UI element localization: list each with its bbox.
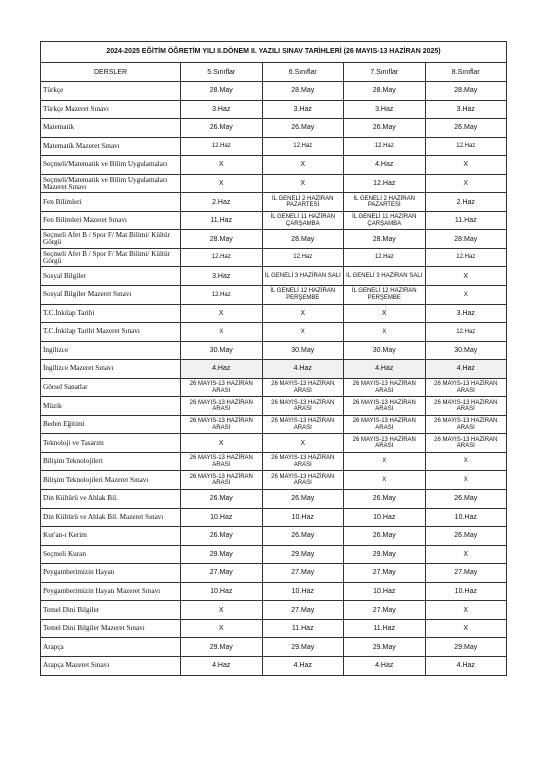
date-cell-grade-6: 29.May	[262, 545, 344, 564]
date-cell-grade-6: 28.May	[262, 230, 344, 249]
date-cell-grade-6: 26 MAYIS-13 HAZİRAN ARASI	[262, 415, 344, 434]
date-cell-grade-5: 26 MAYIS-13 HAZİRAN ARASI	[181, 452, 263, 471]
subject-cell: Türkçe	[41, 82, 181, 101]
date-cell-grade-8: 26 MAYIS-13 HAZİRAN ARASI	[425, 415, 507, 434]
date-cell-grade-6: 4.Haz	[262, 360, 344, 379]
date-cell-grade-5: 26.May	[181, 527, 263, 546]
subject-cell: İngilizce Mazeret Sınavı	[41, 360, 181, 379]
subject-cell: T.C.İnkilap Tarihi Mazeret Sınavı	[41, 323, 181, 342]
table-row	[41, 174, 507, 193]
date-cell-grade-8: 30.May	[425, 341, 507, 360]
date-cell-grade-8: X	[425, 156, 507, 175]
date-cell-grade-8: X	[425, 286, 507, 305]
date-cell-grade-6: 30.May	[262, 341, 344, 360]
date-cell-grade-7: 30.May	[344, 341, 426, 360]
subject-cell: Seçmeli Afet B / Spor F/ Mat Bilimi/ Kültür Görgü	[41, 230, 181, 249]
date-cell-grade-7: 4.Haz	[344, 656, 426, 675]
subject-cell: Kur'an-ı Kerim	[41, 527, 181, 546]
subject-cell: Bilişim Teknolojileri Mazeret Sınavı	[41, 471, 181, 490]
table-row	[41, 100, 507, 119]
table-row	[41, 378, 507, 397]
subject-cell: Türkçe Mazeret Sınavı	[41, 100, 181, 119]
date-cell-grade-5: 3.Haz	[181, 100, 263, 119]
subject-cell: Seçmeli/Matematik ve Bilim Uygulamaları	[41, 156, 181, 175]
date-cell-grade-5: 29.May	[181, 638, 263, 657]
date-cell-grade-5: 11.Haz	[181, 211, 263, 230]
date-cell-grade-8: 26.May	[425, 527, 507, 546]
date-cell-grade-8: X	[425, 471, 507, 490]
date-cell-grade-8: 29.May	[425, 638, 507, 657]
date-cell-grade-7: 26.May	[344, 119, 426, 138]
subject-cell: T.C.İnkilap Tarihi	[41, 304, 181, 323]
date-cell-grade-7: 12.Haz	[344, 137, 426, 156]
date-cell-grade-7: 4.Haz	[344, 360, 426, 379]
date-cell-grade-5: 26 MAYIS-13 HAZİRAN ARASI	[181, 397, 263, 416]
date-cell-grade-7: 10.Haz	[344, 508, 426, 527]
date-cell-grade-8: 4.Haz	[425, 656, 507, 675]
date-cell-grade-5: 3.Haz	[181, 267, 263, 286]
table-row	[41, 286, 507, 305]
subject-cell: Fen Bilimleri Mazeret Sınavı	[41, 211, 181, 230]
date-cell-grade-5: 26.May	[181, 119, 263, 138]
subject-cell: Arapça Mazeret Sınavı	[41, 656, 181, 675]
table-row	[41, 508, 507, 527]
subject-cell: Teknoloji ve Tasarım	[41, 434, 181, 453]
date-cell-grade-6: 27.May	[262, 564, 344, 583]
table-row	[41, 415, 507, 434]
table-row	[41, 119, 507, 138]
table-row	[41, 82, 507, 101]
table-row	[41, 267, 507, 286]
subject-cell: Bilişim Teknolojileri	[41, 452, 181, 471]
table-row	[41, 564, 507, 583]
date-cell-grade-8: X	[425, 174, 507, 193]
table-row	[41, 397, 507, 416]
table-row	[41, 582, 507, 601]
date-cell-grade-5: 28.May	[181, 230, 263, 249]
date-cell-grade-5: 26 MAYIS-13 HAZİRAN ARASI	[181, 415, 263, 434]
table-row	[41, 490, 507, 509]
table-row	[41, 619, 507, 638]
date-cell-grade-6: 4.Haz	[262, 656, 344, 675]
date-cell-grade-8: 3.Haz	[425, 100, 507, 119]
subject-cell: Beden Eğitimi	[41, 415, 181, 434]
table-row	[41, 545, 507, 564]
date-cell-grade-7: 26 MAYIS-13 HAZİRAN ARASI	[344, 434, 426, 453]
date-cell-grade-8: 28.May	[425, 230, 507, 249]
subject-cell: Peygamberimizin Hayatı Mazeret Sınavı	[41, 582, 181, 601]
date-cell-grade-7: X	[344, 323, 426, 342]
date-cell-grade-8: 26.May	[425, 490, 507, 509]
date-cell-grade-5: 28.May	[181, 82, 263, 101]
date-cell-grade-7: 29.May	[344, 545, 426, 564]
date-cell-grade-6: 26 MAYIS-13 HAZİRAN ARASI	[262, 452, 344, 471]
date-cell-grade-6: 29.May	[262, 638, 344, 657]
date-cell-grade-6: 10.Haz	[262, 582, 344, 601]
date-cell-grade-8: 2.Haz	[425, 193, 507, 212]
date-cell-grade-7: 12.Haz	[344, 174, 426, 193]
date-cell-grade-8: 12.Haz	[425, 248, 507, 267]
table-title: 2024-2025 EĞİTİM ÖĞRETİM YILI II.DÖNEM II. YAZILI SINAV TARİHLERİ (26 MAYIS-13 HAZİRAN 2025)	[41, 42, 507, 63]
date-cell-grade-7: 26 MAYIS-13 HAZİRAN ARASI	[344, 397, 426, 416]
date-cell-grade-6: X	[262, 156, 344, 175]
date-cell-grade-6: 26 MAYIS-13 HAZİRAN ARASI	[262, 378, 344, 397]
date-cell-grade-7: 27.May	[344, 601, 426, 620]
subject-cell: Seçmeli Afet B / Spor F/ Mat Bilimi/ Kültür Görgü	[41, 248, 181, 267]
date-cell-grade-8: 27.May	[425, 564, 507, 583]
subject-cell: Matematik	[41, 119, 181, 138]
date-cell-grade-6: X	[262, 304, 344, 323]
date-cell-grade-7: 27.May	[344, 564, 426, 583]
date-cell-grade-7: İL GENELİ 3 HAZİRAN SALI	[344, 267, 426, 286]
subject-cell: Görsel Sanatlar	[41, 378, 181, 397]
date-cell-grade-6: İL GENELİ 12 HAZİRAN PERŞEMBE	[262, 286, 344, 305]
date-cell-grade-6: 26.May	[262, 119, 344, 138]
table-row	[41, 193, 507, 212]
date-cell-grade-8: 26 MAYIS-13 HAZİRAN ARASI	[425, 397, 507, 416]
date-cell-grade-5: 12.Haz	[181, 286, 263, 305]
subject-cell: Fen Bilimleri	[41, 193, 181, 212]
date-cell-grade-6: İL GENELİ 3 HAZİRAN SALI	[262, 267, 344, 286]
date-cell-grade-8: 3.Haz	[425, 304, 507, 323]
date-cell-grade-6: 26 MAYIS-13 HAZİRAN ARASI	[262, 471, 344, 490]
subject-cell: Peygamberimizin Hayatı	[41, 564, 181, 583]
date-cell-grade-8: 26.May	[425, 119, 507, 138]
exam-schedule-document	[40, 41, 506, 676]
table-row	[41, 137, 507, 156]
table-row	[41, 248, 507, 267]
date-cell-grade-6: İL GENELİ 11 HAZİRAN ÇARŞAMBA	[262, 211, 344, 230]
date-cell-grade-5: 27.May	[181, 564, 263, 583]
exam-schedule-table	[40, 41, 507, 676]
date-cell-grade-6: 3.Haz	[262, 100, 344, 119]
table-row	[41, 323, 507, 342]
date-cell-grade-5: 12.Haz	[181, 137, 263, 156]
table-row	[41, 360, 507, 379]
subject-cell: Arapça	[41, 638, 181, 657]
header-grade-6: 6.Sınıflar	[262, 63, 344, 82]
subject-cell: Din Kültürü ve Ahlak Bil.	[41, 490, 181, 509]
table-row	[41, 211, 507, 230]
subject-cell: Temel Dini Bilgiler	[41, 601, 181, 620]
date-cell-grade-5: X	[181, 174, 263, 193]
date-cell-grade-5: 4.Haz	[181, 360, 263, 379]
date-cell-grade-5: X	[181, 304, 263, 323]
subject-cell: Din Kültürü ve Ahlak Bil. Mazeret Sınavı	[41, 508, 181, 527]
header-subjects: DERSLER	[41, 63, 181, 82]
date-cell-grade-6: 11.Haz	[262, 619, 344, 638]
date-cell-grade-8: X	[425, 452, 507, 471]
table-row	[41, 638, 507, 657]
subject-cell: Seçmeli/Matematik ve Bilim Uygulamaları Mazeret Sınavı	[41, 174, 181, 193]
date-cell-grade-8: X	[425, 601, 507, 620]
date-cell-grade-5: X	[181, 156, 263, 175]
date-cell-grade-7: İL GENELİ 2 HAZİRAN PAZARTESİ	[344, 193, 426, 212]
date-cell-grade-8: 10.Haz	[425, 582, 507, 601]
date-cell-grade-7: X	[344, 452, 426, 471]
date-cell-grade-8: 4.Haz	[425, 360, 507, 379]
date-cell-grade-7: 26 MAYIS-13 HAZİRAN ARASI	[344, 378, 426, 397]
subject-cell: Temel Dini Bilgiler Mazeret Sınavı	[41, 619, 181, 638]
table-row	[41, 527, 507, 546]
date-cell-grade-7: 28.May	[344, 82, 426, 101]
date-cell-grade-8: 26 MAYIS-13 HAZİRAN ARASI	[425, 378, 507, 397]
subject-cell: Müzik	[41, 397, 181, 416]
date-cell-grade-8: 11.Haz	[425, 211, 507, 230]
date-cell-grade-6: 12.Haz	[262, 248, 344, 267]
date-cell-grade-7: 26.May	[344, 490, 426, 509]
table-row	[41, 471, 507, 490]
subject-cell: Seçmeli Kuran	[41, 545, 181, 564]
header-grade-5: 5.Sınıflar	[181, 63, 263, 82]
header-grade-8: 8.Sınıflar	[425, 63, 507, 82]
date-cell-grade-8: 12.Haz	[425, 137, 507, 156]
table-row	[41, 452, 507, 471]
date-cell-grade-8: 12.Haz	[425, 323, 507, 342]
date-cell-grade-5: 12.Haz	[181, 248, 263, 267]
header-row	[41, 63, 507, 82]
date-cell-grade-7: İL GENELİ 12 HAZİRAN PERŞEMBE	[344, 286, 426, 305]
date-cell-grade-5: 26 MAYIS-13 HAZİRAN ARASI	[181, 378, 263, 397]
date-cell-grade-6: 10.Haz	[262, 508, 344, 527]
date-cell-grade-6: 12.Haz	[262, 137, 344, 156]
date-cell-grade-7: 10.Haz	[344, 582, 426, 601]
date-cell-grade-7: X	[344, 304, 426, 323]
date-cell-grade-7: 4.Haz	[344, 156, 426, 175]
table-row	[41, 601, 507, 620]
date-cell-grade-5: 26 MAYIS-13 HAZİRAN ARASI	[181, 471, 263, 490]
date-cell-grade-5: X	[181, 323, 263, 342]
date-cell-grade-7: 12.Haz	[344, 248, 426, 267]
date-cell-grade-8: X	[425, 619, 507, 638]
date-cell-grade-6: 26.May	[262, 490, 344, 509]
date-cell-grade-5: X	[181, 619, 263, 638]
date-cell-grade-6: X	[262, 434, 344, 453]
table-row	[41, 341, 507, 360]
date-cell-grade-7: 3.Haz	[344, 100, 426, 119]
date-cell-grade-6: 26.May	[262, 527, 344, 546]
date-cell-grade-6: X	[262, 323, 344, 342]
date-cell-grade-6: X	[262, 174, 344, 193]
date-cell-grade-5: 29.May	[181, 545, 263, 564]
date-cell-grade-7: 28.May	[344, 230, 426, 249]
date-cell-grade-5: 30.May	[181, 341, 263, 360]
date-cell-grade-7: 26.May	[344, 527, 426, 546]
date-cell-grade-8: X	[425, 545, 507, 564]
header-grade-7: 7.Sınıflar	[344, 63, 426, 82]
date-cell-grade-7: 26 MAYIS-13 HAZİRAN ARASI	[344, 415, 426, 434]
table-row	[41, 304, 507, 323]
date-cell-grade-8: 26 MAYIS-13 HAZİRAN ARASI	[425, 434, 507, 453]
date-cell-grade-6: İL GENELİ 2 HAZİRAN PAZARTESİ	[262, 193, 344, 212]
date-cell-grade-8: 28.May	[425, 82, 507, 101]
date-cell-grade-7: X	[344, 471, 426, 490]
table-row	[41, 156, 507, 175]
date-cell-grade-5: 10.Haz	[181, 582, 263, 601]
date-cell-grade-5: X	[181, 434, 263, 453]
date-cell-grade-8: X	[425, 267, 507, 286]
date-cell-grade-7: 11.Haz	[344, 619, 426, 638]
date-cell-grade-6: 28.May	[262, 82, 344, 101]
subject-cell: Matematik Mazeret Sınavı	[41, 137, 181, 156]
schedule-body	[41, 82, 507, 676]
date-cell-grade-7: 29.May	[344, 638, 426, 657]
date-cell-grade-5: X	[181, 601, 263, 620]
table-row	[41, 434, 507, 453]
subject-cell: Sosyal Bilgiler Mazeret Sınavı	[41, 286, 181, 305]
table-row	[41, 230, 507, 249]
table-row	[41, 656, 507, 675]
date-cell-grade-6: 27.May	[262, 601, 344, 620]
date-cell-grade-8: 10.Haz	[425, 508, 507, 527]
date-cell-grade-5: 26.May	[181, 490, 263, 509]
subject-cell: İngilizce	[41, 341, 181, 360]
date-cell-grade-6: 26 MAYIS-13 HAZİRAN ARASI	[262, 397, 344, 416]
date-cell-grade-5: 4.Haz	[181, 656, 263, 675]
subject-cell: Sosyal Bilgiler	[41, 267, 181, 286]
date-cell-grade-5: 2.Haz	[181, 193, 263, 212]
date-cell-grade-7: İL GENELİ 11 HAZİRAN ÇARŞAMBA	[344, 211, 426, 230]
date-cell-grade-5: 10.Haz	[181, 508, 263, 527]
